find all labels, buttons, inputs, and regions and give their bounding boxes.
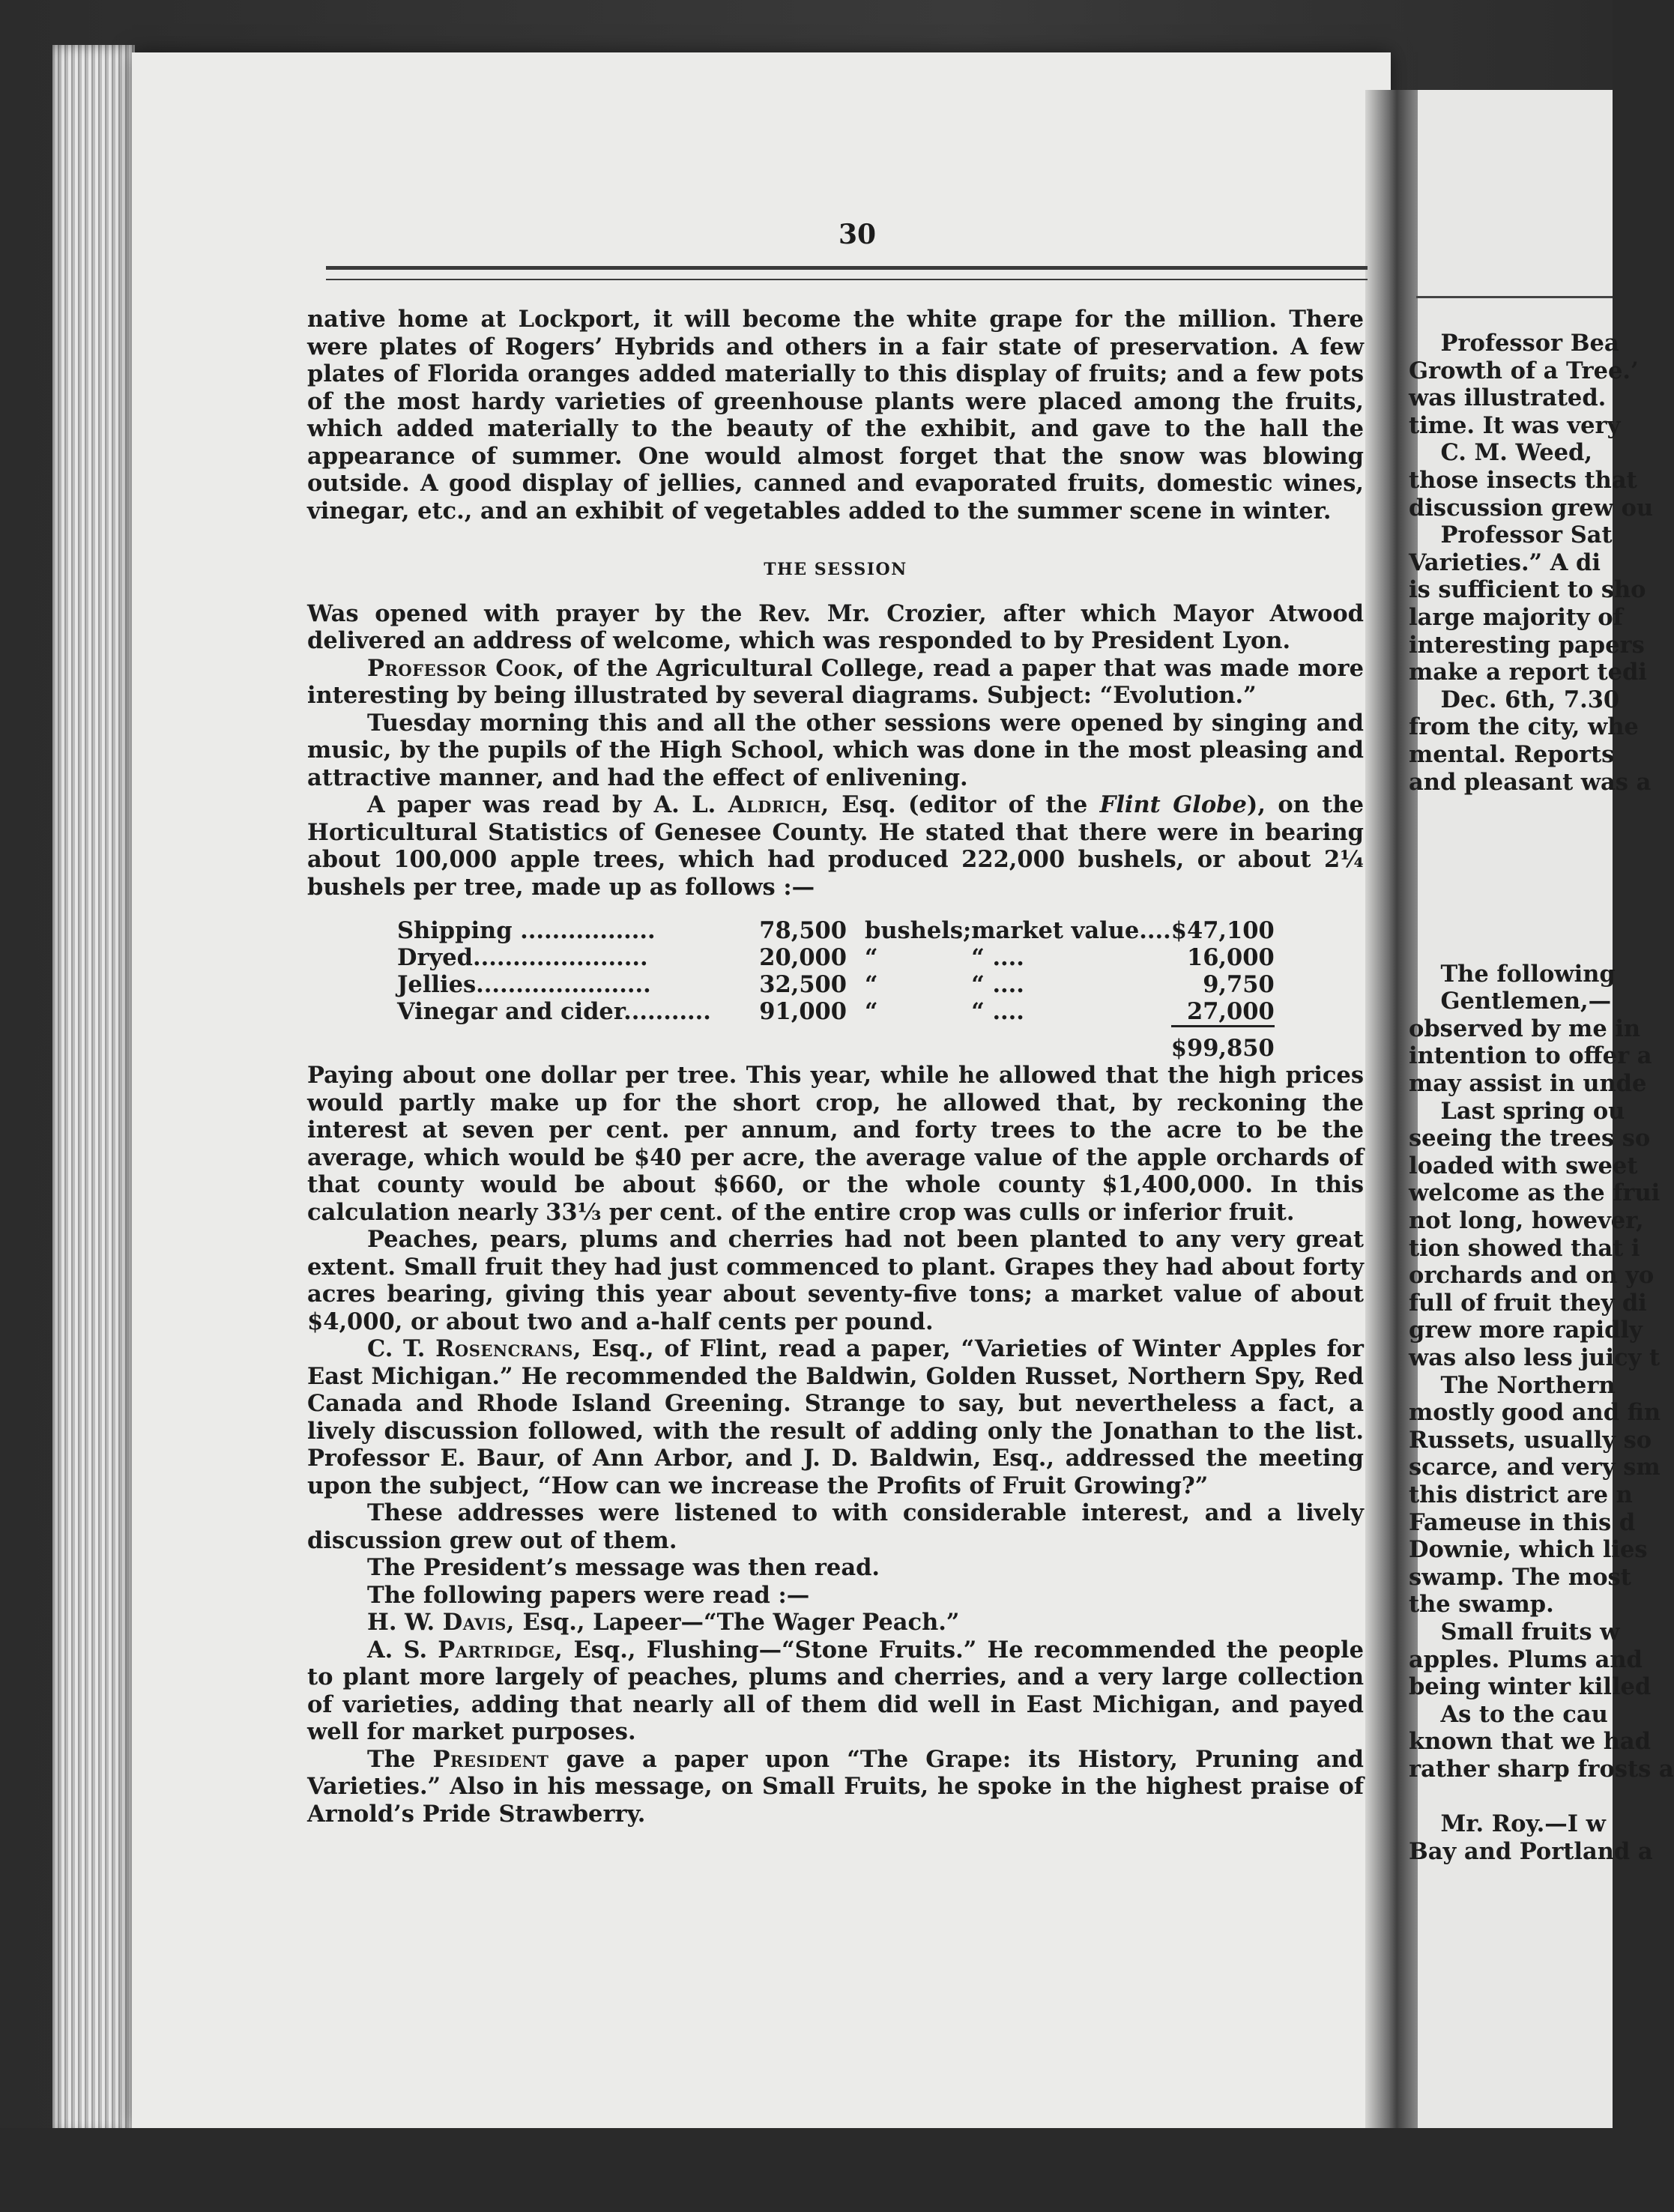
paragraph-opening: native home at Lockport, it will become the white grape for the million. There were plates of Rogers’ Hybrids and others in a fair state of preservation. A few plates of Florida oranges added materially to this display of fruits; and a few pots of the most hardy varieties of greenhouse plants were placed among the fruits, which added materially to the beauty of the exhibit, and gave to the hall the appearance of summer. One would almost forget that the snow was blowing outside. A good display of jellies, canned and evaporated fruits, domestic wines, vinegar, etc., and an exhibit of vegetables added to the summer scene in winter. [307,306,1364,525]
row-market-value-label: “ .... [971,998,1024,1025]
right-page-line: mostly good and fin [1409,1399,1661,1427]
right-page-line: As to the cau [1409,1700,1608,1728]
right-page-line: the swamp. [1409,1591,1554,1619]
right-page-line: not long, however, [1409,1207,1644,1234]
right-page-line: was also less juicy t [1409,1344,1661,1371]
paragraph-addresses: These addresses were listened to with considerable interest, and a lively discussion grew out of them. [307,1499,1364,1554]
right-page-line: swamp. The most [1409,1563,1631,1591]
row-value: $47,100 [1170,917,1275,944]
right-page-line: from the city, whe [1409,713,1639,741]
row-label: Jellies...................... [397,971,651,998]
paragraph-tuesday: Tuesday morning this and all the other sessions were opened by singing and music, by the pupils of the High School, which was done in the most pleasing and attractive manner, and had the effect of enlivening. [307,709,1364,791]
right-page-line: seeing the trees so [1409,1125,1651,1152]
name-aldrich: Aldrich, [728,791,830,818]
right-page-line: Last spring ou [1409,1097,1625,1125]
right-page-line: scarce, and very sm [1409,1454,1661,1481]
row-amount: 32,500 [759,971,847,998]
right-page-line: Small fruits w [1409,1618,1620,1646]
right-page-line: and pleasant was a [1409,768,1652,796]
right-page-line: Gentlemen,— [1409,988,1612,1015]
page-stack-edge [52,45,135,2136]
right-page-line: Bay and Portland a [1409,1837,1653,1865]
right-page-line: loaded with sweet [1409,1152,1638,1179]
right-page-line: Downie, which lies [1409,1536,1648,1564]
row-unit: “ [865,998,878,1025]
right-page-line [1409,796,1613,824]
right-page-line: being winter killed [1409,1673,1652,1701]
paragraph-opened: Was opened with prayer by the Rev. Mr. Crozier, after which Mayor Atwood delivered an address of welcome, which was responded to by President Lyon. [307,599,1364,654]
president-pre: The [367,1745,433,1773]
right-page-line: large majority of [1409,603,1623,631]
right-page-line: known that we had [1409,1728,1651,1756]
paragraph-peaches: Peaches, pears, plums and cherries had not been planted to any very great extent. Small fruit they had just commenced to plant. Grapes they had about forty acres bearing, giving this year about seventy-five tons; a market value of about $4,000, or about two and a-half cents per pound. [307,1226,1364,1335]
table-row [397,944,1275,971]
right-page-line: Growth of a Tree.’ [1409,357,1639,384]
right-page-line: The following [1409,960,1616,988]
flint-globe-title: Flint Globe [1099,791,1247,818]
right-page-line: rather sharp frosts a [1409,1755,1674,1783]
main-text-column [307,306,1364,1828]
right-page-line: those insects that [1409,466,1637,494]
name-cook: Professor Cook, [367,654,565,682]
right-page-line: Russets, usually so [1409,1426,1652,1454]
right-page-line: full of fruit they di [1409,1289,1647,1317]
right-page-line: tion showed that i [1409,1234,1640,1262]
name-president: President [432,1745,549,1773]
aldrich-pre: A paper was read by A. L. [367,791,728,818]
right-page-line [1409,878,1613,906]
right-page-line: The Northern [1409,1371,1616,1399]
paragraph-cook [307,655,1364,710]
right-page-line: Dec. 6th, 7.30 [1409,686,1620,713]
right-page-text [1409,330,1674,1865]
partridge-text: Esq., Flushing—“Stone Fruits.” He recommended the people to plant more largely of peaches, plums and cherries, and a very large collection of varieties, adding that nearly all of them did well in East Michigan, and payed well for market purposes. [307,1636,1364,1745]
right-page-line: may assist in unde [1409,1070,1647,1098]
davis-pre: H. W. [367,1609,443,1636]
right-page-line: observed by me in [1409,1015,1641,1042]
right-page-line: Mr. Roy.—I w [1409,1810,1606,1838]
davis-text: Esq., Lapeer—“The Wager Peach.” [514,1609,960,1636]
right-page-line: discussion grew ou [1409,494,1654,522]
row-unit: “ [865,971,878,998]
rosencrans-text: Esq., of Flint, read a paper, “Varieties of Winter Apples for East Michigan.” He recommended the Baldwin, Golden Russet, Northern Spy, Red Canada and Rhode Island Greening. Strange to say, but nevertheless a fact, a lively discussion followed, with the result of adding only the Jonathan to the list. Professor E. Baur, of Ann Arbor, and J. D. Baldwin, Esq., addressed the meeting upon the subject, “How can we increase the Profits of Fruit Growing?” [307,1335,1364,1499]
name-partridge: Partridge, [438,1636,563,1663]
right-page-rule [1416,296,1613,298]
right-page-line: was illustrated. [1409,384,1607,412]
paragraph-following: The following papers were read :— [367,1581,810,1609]
row-label: Dryed...................... [397,944,648,971]
row-amount: 20,000 [759,944,847,971]
president-text: gave a paper upon “The Grape: its History, Pruning and Varieties.” Also in his message, on Small Fruits, he spoke in the highest praise of Arnold’s Pride Strawberry. [307,1745,1364,1828]
paragraph-davis [307,1609,1364,1637]
right-page-line [1409,824,1613,851]
paragraph-message: The President’s message was then read. [367,1554,880,1581]
scan-bottom-border [0,2128,1613,2212]
name-davis: Davis, [442,1609,515,1636]
right-page-line: C. M. Weed, [1409,439,1592,467]
right-page-line: orchards and on yo [1409,1262,1655,1290]
right-page-line: this district are n [1409,1481,1633,1508]
row-market-value-label: market value.... [971,917,1171,944]
right-page-line: grew more rapidly [1409,1317,1643,1344]
partridge-pre: A. S. [367,1636,438,1663]
row-market-value-label: “ .... [971,944,1024,971]
table-total-row [397,1027,1275,1063]
name-rosencrans: Rosencrans, [435,1335,582,1362]
right-page-line [1409,850,1613,878]
header-rule-thick [326,266,1368,270]
row-label: Vinegar and cider........... [397,998,711,1025]
aldrich-mid: Esq. (editor of the [829,791,1100,818]
right-page-line: time. It was very [1409,411,1621,439]
right-page-line [1409,1783,1613,1810]
right-page-line: intention to offer a [1409,1042,1652,1070]
right-page-line: make a report tedi [1409,659,1647,686]
right-page-line: is sufficient to sho [1409,576,1646,604]
right-page-line: interesting papers [1409,631,1645,659]
row-unit: “ [865,944,878,971]
paragraph-paying: Paying about one dollar per tree. This year, while he allowed that the high prices would partly make up for the short crop, he allowed that, by reckoning the interest at seven per cent. per annum, and forty trees to the acre to be the average, which would be $40 per acre, the average value of the apple orchards of that county would be about $660, or the whole county $1,400,000. In this calculation nearly 33⅓ per cent. of the entire crop was culls or inferior fruit. [307,1062,1364,1226]
right-page-line: welcome as the frui [1409,1179,1661,1207]
apple-statistics-table [397,917,1275,1062]
right-page-line: apples. Plums and [1409,1646,1643,1673]
row-amount: 91,000 [759,998,847,1025]
row-value: 16,000 [1186,944,1275,971]
row-amount: 78,500 [759,917,847,944]
right-page-line: Professor Bea [1409,330,1619,357]
right-page-line: mental. Reports [1409,740,1615,768]
table-row [397,998,1275,1027]
header-rule-thin [326,279,1368,280]
row-value: 9,750 [1203,971,1275,998]
page-number: 30 [838,219,877,250]
paragraph-rosencrans [307,1335,1364,1499]
paragraph-cook-text: of the Agricultural College, read a paper that was made more interesting by being illustrated by several diagrams. Subject: “Evolution.” [307,654,1364,709]
table-total: $99,850 [1171,1027,1275,1063]
paragraph-president [307,1746,1364,1828]
row-value: 27,000 [1186,998,1275,1025]
row-unit: bushels; [865,917,972,944]
right-page-line [1409,905,1613,933]
right-page-line: Fameuse in this d [1409,1508,1636,1536]
rosencrans-pre: C. T. [367,1335,436,1362]
table-row [397,917,1275,944]
right-page-line: Varieties.” A di [1409,549,1601,576]
right-page-line [1409,933,1613,961]
section-heading: THE SESSION [764,560,907,579]
table-row [397,971,1275,998]
aldrich-post: ), on the Horticultural Statistics of Genesee County. He stated that there were in bearing about 100,000 apple trees, which had produced 222,000 bushels, or about 2¼ bushels per tree, made up as follows :— [307,791,1364,901]
right-page-line: Professor Sat [1409,522,1613,549]
paragraph-partridge [307,1637,1364,1746]
paragraph-aldrich [307,791,1364,901]
row-market-value-label: “ .... [971,971,1024,998]
row-label: Shipping ................. [397,917,656,944]
